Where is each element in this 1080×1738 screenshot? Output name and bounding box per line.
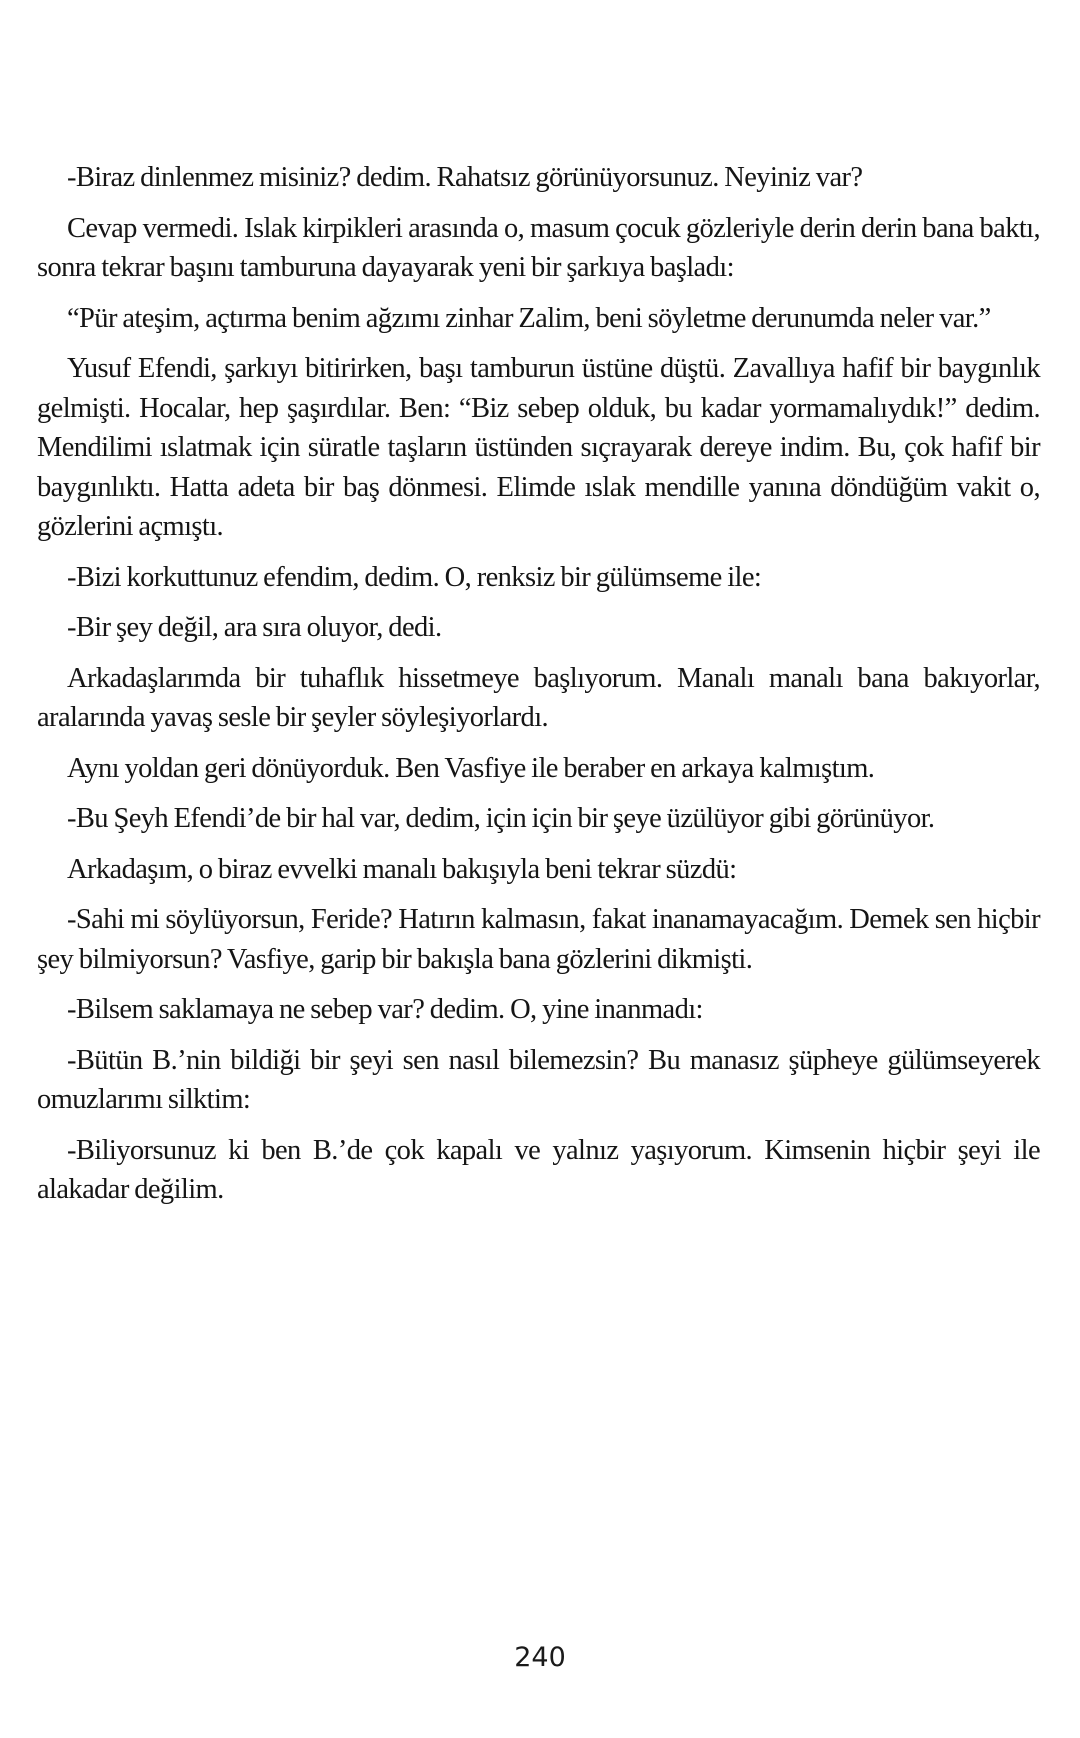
paragraph: Yusuf Efendi, şarkıyı bitirirken, başı tamburun üstüne düştü. Zavallıya hafif bir baygınlık gelmişti. Hocalar, hep şaşırdılar. Ben: “Biz sebep olduk, bu kadar yormamalıydık!” dedim. Mendilimi ıslatmak için süratle taşların üstünden sıçrayarak dereye indim. Bu, çok hafif bir baygınlıktı. Hatta adeta bir baş dönmesi. Elimde ıslak mendille yanına döndüğüm vakit o, gözlerini açmıştı. <box>37 353 1040 542</box>
paragraph: -Bilsem saklamaya ne sebep var? dedim. O, yine inanmadı: <box>67 994 703 1025</box>
paragraph: -Bu Şeyh Efendi’de bir hal var, dedim, için için bir şeye üzülüyor gibi görünüyor. <box>67 803 935 834</box>
paragraph: Arkadaşlarımda bir tuhaflık hissetmeye başlıyorum. Manalı manalı bana bakıyorlar, aralarında yavaş sesle bir şeyler söyleşiyorlardı. <box>37 662 1040 733</box>
page-body <box>37 158 1040 1221</box>
page-number: 240 <box>514 1642 566 1673</box>
paragraph: -Bütün B.’nin bildiği bir şeyi sen nasıl bilemezsin? Bu manasız şüpheye gülümseyerek omuzlarımı silktim: <box>37 1044 1040 1115</box>
paragraph: -Sahi mi söylüyorsun, Feride? Hatırın kalmasın, fakat inanamayacağım. Demek sen hiçbir şey bilmiyorsun? Vasfiye, garip bir bakışla bana gözlerini dikmişti. <box>37 904 1040 975</box>
paragraph: Aynı yoldan geri dönüyorduk. Ben Vasfiye ile beraber en arkaya kalmıştım. <box>67 752 875 784</box>
paragraph: -Bizi korkuttunuz efendim, dedim. O, renksiz bir gülümseme ile: <box>67 561 762 593</box>
paragraph: -Biraz dinlenmez misiniz? dedim. Rahatsız görünüyorsunuz. Neyiniz var? <box>67 162 863 193</box>
paragraph: “Pür ateşim, açtırma benim ağzımı zinhar Zalim, beni söyletme derunumda neler var.” <box>67 302 991 334</box>
paragraph: Arkadaşım, o biraz evvelki manalı bakışıyla beni tekrar süzdü: <box>67 853 737 885</box>
paragraph: -Biliyorsunuz ki ben B.’de çok kapalı ve yalnız yaşıyorum. Kimsenin hiçbir şeyi ile alakadar değilim. <box>37 1134 1040 1205</box>
paragraph: -Bir şey değil, ara sıra oluyor, dedi. <box>67 612 442 643</box>
paragraph: Cevap vermedi. Islak kirpikleri arasında o, masum çocuk gözleriyle derin derin bana baktı, sonra tekrar başını tamburuna dayayarak yeni bir şarkıya başladı: <box>37 212 1040 283</box>
